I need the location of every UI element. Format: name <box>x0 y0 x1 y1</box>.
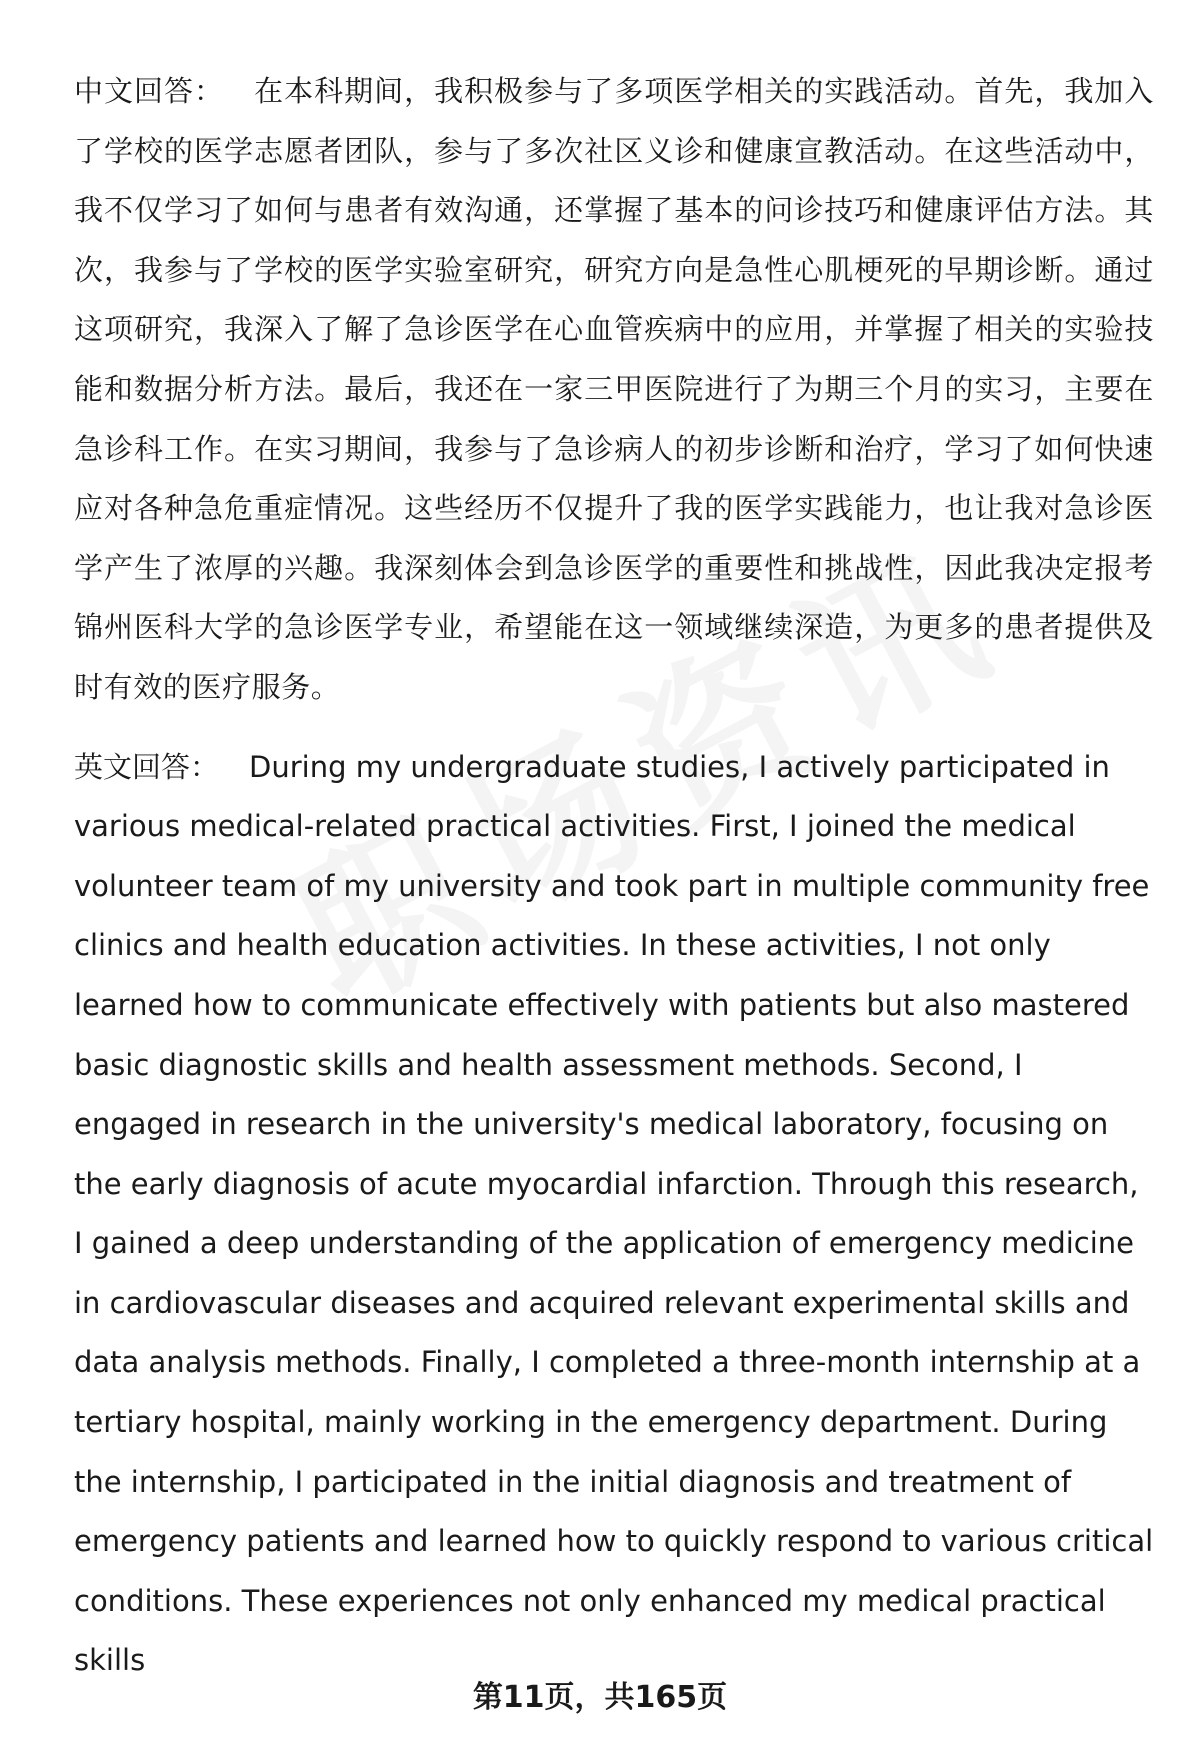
english-answer-paragraph <box>74 738 1154 1692</box>
english-answer-label: 英文回答： <box>74 749 220 784</box>
english-answer-text: During my undergraduate studies, I actively participated in various medical-related practical activities. First, I joined the medical volunteer team of my university and took part in multiple community free clinics and health education activities. In these activities, I not only learned how to communicate effectively with patients but also mastered basic diagnostic skills and health assessment methods. Second, I engaged in research in the university's medical laboratory, focusing on the early diagnosis of acute myocardial infarction. Through this research, I gained a deep understanding of the application of emergency medicine in cardiovascular diseases and acquired relevant experimental skills and data analysis methods. Finally, I completed a three-month internship at a tertiary hospital, mainly working in the emergency department. During the internship, I participated in the initial diagnosis and treatment of emergency patients and learned how to quickly respond to various critical conditions. These experiences not only enhanced my medical practical skills <box>74 749 1154 1678</box>
chinese-answer-label: 中文回答： <box>74 74 225 108</box>
chinese-answer-paragraph <box>74 62 1154 718</box>
chinese-answer-text: 在本科期间，我积极参与了多项医学相关的实践活动。首先，我加入了学校的医学志愿者团队，参与了多次社区义诊和健康宣教活动。在这些活动中，我不仅学习了如何与患者有效沟通，还掌握了基本的问诊技巧和健康评估方法。其次，我参与了学校的医学实验室研究，研究方向是急性心肌梗死的早期诊断。通过这项研究，我深入了解了急诊医学在心血管疾病中的应用，并掌握了相关的实验技能和数据分析方法。最后，我还在一家三甲医院进行了为期三个月的实习，主要在急诊科工作。在实习期间，我参与了急诊病人的初步诊断和治疗，学习了如何快速应对各种急危重症情况。这些经历不仅提升了我的医学实践能力，也让我对急诊医学产生了浓厚的兴趣。我深刻体会到急诊医学的重要性和挑战性，因此我决定报考锦州医科大学的急诊医学专业，希望能在这一领域继续深造，为更多的患者提供及时有效的医疗服务。 <box>74 74 1154 704</box>
page-indicator: 第11页，共165页 <box>472 1680 728 1715</box>
document-page <box>74 62 1154 1691</box>
